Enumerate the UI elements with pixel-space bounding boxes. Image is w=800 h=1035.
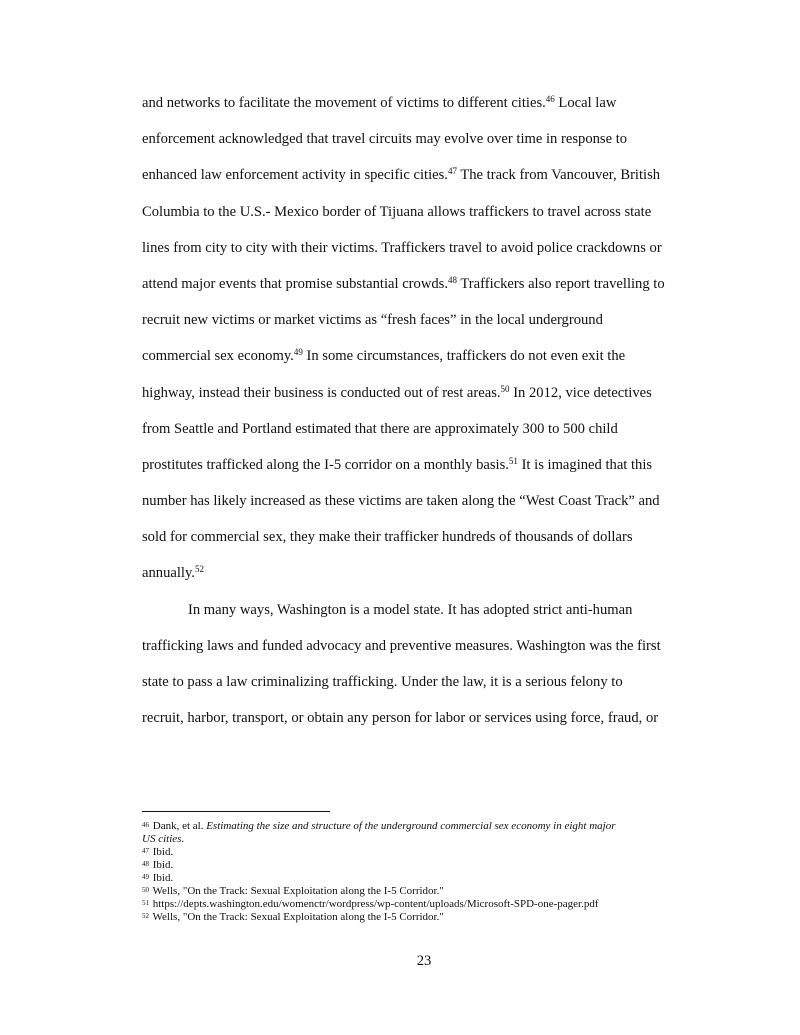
footnote-46: $^{46}$ Dank, et al. Estimating the size and structure of the underground commercial sex economy in eight major (142, 820, 616, 832)
text-line: highway, instead their business is conducted out of rest areas.$^{50}$ In 2012, vice detectives (142, 383, 652, 401)
text-line: enhanced law enforcement activity in specific cities.$^{47}$ The track from Vancouver, British (142, 166, 661, 184)
footnote-ref: 48 (448, 274, 457, 285)
footnote-50: $^{50}$ Wells, "On the Track: Sexual Exploitation along the I-5 Corridor." (142, 885, 444, 897)
footnote-47: $^{47}$ Ibid. (142, 846, 174, 858)
text-line: recruit, harbor, transport, or obtain any person for labor or services using force, fraud, or (142, 710, 659, 727)
footnote-46-continued: US cities. (142, 833, 185, 845)
text-line: trafficking laws and funded advocacy and preventive measures. Washington was the first (142, 637, 661, 654)
footnote-51: $^{51}$ https://depts.washington.edu/womenctr/wordpress/wp-content/uploads/Microsoft-SPD-one-pager.pdf (142, 898, 599, 910)
footnote-separator (142, 811, 330, 812)
footnote-ref: 50 (500, 383, 510, 394)
page-number: 23 (416, 953, 432, 969)
text-line: attend major events that promise substantial crowds.$^{48}$ Traffickers also report travelling to (142, 274, 665, 292)
paragraph-1 (142, 90, 710, 597)
text-line: state to pass a law criminalizing trafficking. Under the law, it is a serious felony to (142, 674, 623, 690)
text-line: commercial sex economy.$^{49}$ In some circumstances, traffickers do not even exit the (142, 347, 626, 365)
footnote-49: $^{49}$ Ibid. (142, 872, 174, 884)
footnote-ref: 51 (508, 455, 518, 466)
footnote-ref: 52 (194, 564, 204, 575)
text-line: Columbia to the U.S.- Mexico border of Tijuana allows traffickers to travel across state (142, 203, 652, 220)
footnotes (142, 820, 712, 924)
footnote-ref: 49 (293, 347, 303, 358)
text-line: annually.$^{52}$ (142, 564, 204, 582)
footnote-48: $^{48}$ Ibid. (142, 859, 174, 871)
text-line: lines from city to city with their victims. Traffickers travel to avoid police crackdowns or (142, 239, 662, 256)
footnote-52: $^{52}$ Wells, "On the Track: Sexual Exploitation along the I-5 Corridor." (142, 911, 444, 923)
footnote-ref: 46 (545, 94, 555, 104)
text-line: recruit new victims or market victims as “fresh faces” in the local underground (142, 312, 603, 329)
paragraph-2 (142, 597, 710, 742)
text-line: In many ways, Washington is a model state. It has adopted strict anti-human (188, 601, 633, 618)
text-line: from Seattle and Portland estimated that there are approximately 300 to 500 child (142, 420, 618, 437)
text-line: enforcement acknowledged that travel circuits may evolve over time in response to (142, 131, 628, 148)
body-text (142, 90, 710, 741)
text-line: prostitutes trafficked along the I-5 corridor on a monthly basis.$^{51}$ It is imagined that this (142, 455, 653, 473)
footnote-ref: 47 (447, 166, 457, 177)
text-line: number has likely increased as these victims are taken along the “West Coast Track” and (142, 493, 660, 510)
text-line: sold for commercial sex, they make their trafficker hundreds of thousands of dollars (142, 529, 633, 546)
text-line: and networks to facilitate the movement of victims to different cities.$^{46}$ Local law (142, 94, 617, 111)
